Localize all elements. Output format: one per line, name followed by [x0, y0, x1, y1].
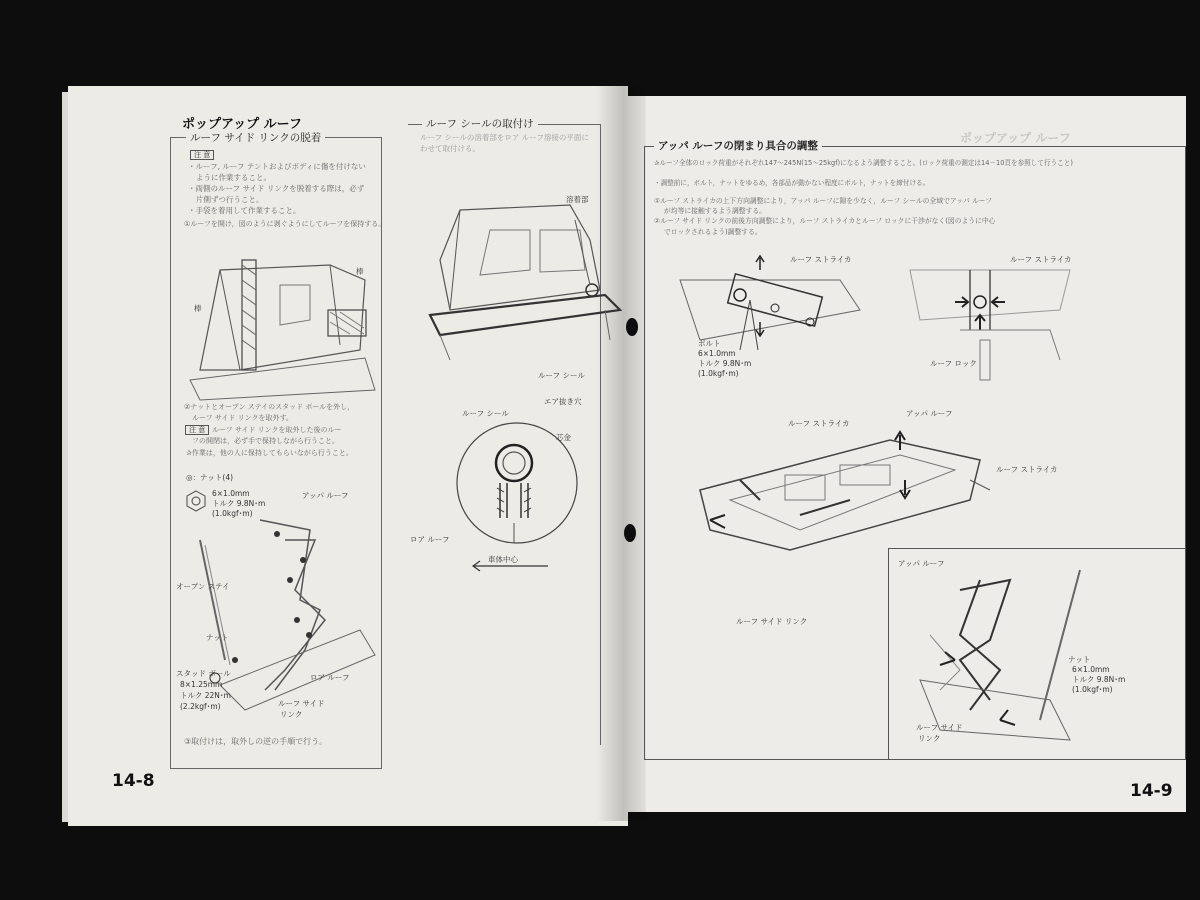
nut-spec: 6×1.0mm: [212, 489, 250, 498]
intro-line: わせて取付ける。: [420, 144, 480, 153]
bolt-spec: トルク 9.8N･m: [698, 359, 752, 368]
nut-spec: (1.0kgf･m): [212, 509, 253, 518]
roof-lock-detail: [900, 250, 1080, 380]
bolt-spec: (1.0kgf･m): [698, 369, 739, 378]
caution-line: ・両側のルーフ サイド リンクを脱着する際は，必ず: [188, 184, 365, 193]
label-roof-striker: ルーフ ストライカ: [788, 419, 850, 428]
label-pole: 棒: [194, 304, 202, 313]
instruction-line: でロックされるよう)調整する。: [664, 228, 762, 236]
label-roof-striker: ルーフ ストライカ: [1010, 255, 1072, 264]
label-roof-lock: ルーフ ロック: [930, 359, 977, 368]
caution-line: ・手袋を着用して作業すること。: [188, 206, 301, 215]
section-title: ルーフ シールの取付け: [422, 118, 538, 130]
label-air-vent: エア抜き穴: [544, 397, 582, 406]
step-2-line: フの開閉は，必ず手で保持しながら行うこと。: [192, 437, 339, 445]
step-2-line: ルーフ サイド リンクを取外す。: [192, 414, 293, 422]
label-open-stay: オープン ステイ: [176, 582, 230, 591]
label-core: 芯金: [556, 433, 571, 442]
label-roof-seal: ルーフ シール: [538, 371, 585, 380]
caution-line: ように作業すること。: [196, 173, 271, 182]
caution-badge: 注 意: [190, 150, 214, 160]
step-3: ③取付けは，取外しの逆の手順で行う。: [184, 737, 328, 746]
page-title: ポップアップ ルーフ: [182, 117, 302, 132]
label-upper-roof: アッパ ルーフ: [906, 409, 953, 418]
page-number-left: 14-8: [112, 771, 155, 791]
label-upper-roof: アッパ ルーフ: [302, 491, 349, 500]
roof-seal-figure: [420, 200, 620, 365]
nut-spec: トルク 9.8N･m: [212, 499, 266, 508]
label-stud-ball: スタッド ボール: [176, 669, 231, 678]
popup-tent-figure: [180, 240, 375, 400]
instruction-line: ・調整前に，ボルト，ナットをゆるめ，各部品が動かない程度にボルト，ナットを締付ける。: [654, 179, 930, 187]
page-number-right: 14-9: [1130, 781, 1173, 801]
caution-line: ・ルーフ, ルーフ テントおよびボディに傷を付けない: [188, 162, 366, 171]
label-roof-side-link: ルーフ サイド リンク: [736, 617, 808, 626]
label-roof-striker: ルーフ ストライカ: [996, 465, 1058, 474]
step-2-line: ルーフ サイド リンクを取外した後のルー: [212, 426, 342, 434]
nut-spec: 6×1.0mm: [1072, 665, 1110, 674]
section-title: ルーフ サイド リンクの脱着: [186, 132, 325, 144]
stud-spec: (2.2kgf･m): [180, 702, 221, 711]
label-roof-side-link: ルーフ サイド: [916, 723, 963, 732]
label-upper-roof: アッパ ルーフ: [898, 559, 945, 568]
instruction-line: ①ルーフ ストライカの上下方向調整により，アッパ ルーフに隙を少なく，ルーフ シールの全域でアッパ ルーフ: [654, 197, 992, 205]
section-title: アッパ ルーフの閉まり具合の調整: [654, 140, 822, 152]
step-2-line: ②ナットとオープン ステイのスタッド ボールを外し，: [184, 403, 355, 411]
label-lower-roof: ロア ルーフ: [410, 535, 450, 544]
label-nut: ナット: [206, 633, 229, 642]
instruction-line: ✰ルーフ全体のロック荷重がそれぞれ147～245N(15～25kgf)になるよう調整すること。(ロック荷重の測定は14－10頁を参照して行うこと): [654, 159, 1073, 167]
label-pole: 棒: [356, 267, 364, 276]
label-roof-striker: ルーフ ストライカ: [790, 255, 852, 264]
label-roof-side-link: リンク: [918, 734, 941, 743]
binding-hole: [626, 318, 638, 336]
ghost-header: ポップアップ ルーフ: [960, 131, 1071, 145]
label-lower-roof: ロア ルーフ: [310, 673, 350, 682]
instruction-line: が均等に接触するよう調整する。: [664, 207, 766, 215]
label-bolt: ボルト: [698, 339, 721, 348]
nut-title: ◎：ナット(4): [186, 473, 234, 482]
stud-spec: 8×1.25mm: [180, 680, 223, 689]
nut-spec: (1.0kgf･m): [1072, 685, 1113, 694]
bolt-spec: 6×1.0mm: [698, 349, 736, 358]
instruction-line: ②ルーフ サイド リンクの前後方向調整により，ルーフ ストライカとルーフ ロックに干渉がなく(図のように中心: [654, 217, 996, 225]
stud-spec: トルク 22N･m: [180, 691, 231, 700]
caution-line: 片側ずつ行うこと。: [196, 195, 264, 204]
label-vehicle-center: 車体中心: [488, 555, 518, 564]
caution-badge: 注 意: [185, 425, 209, 435]
arrow-left-icon: [470, 560, 550, 572]
step-2-line: ✰作業は，他の人に保持してもらいながら行うこと。: [186, 449, 353, 457]
label-roof-side-link: リンク: [280, 710, 303, 719]
spine-shadow: [596, 86, 646, 821]
step-1: ①ルーフを開け，図のように剥ぐようにしてルーフを保持する。: [184, 220, 386, 228]
intro-line: ルーフ シールの溶着部をロア ルーフ溶接の平面に: [420, 133, 589, 142]
binding-hole: [624, 524, 636, 542]
label-weld: 溶着部: [566, 195, 589, 204]
label-nut: ナット: [1068, 655, 1091, 664]
label-roof-seal: ルーフ シール: [462, 409, 509, 418]
label-roof-side-link: ルーフ サイド: [278, 699, 325, 708]
nut-spec: トルク 9.8N･m: [1072, 675, 1126, 684]
